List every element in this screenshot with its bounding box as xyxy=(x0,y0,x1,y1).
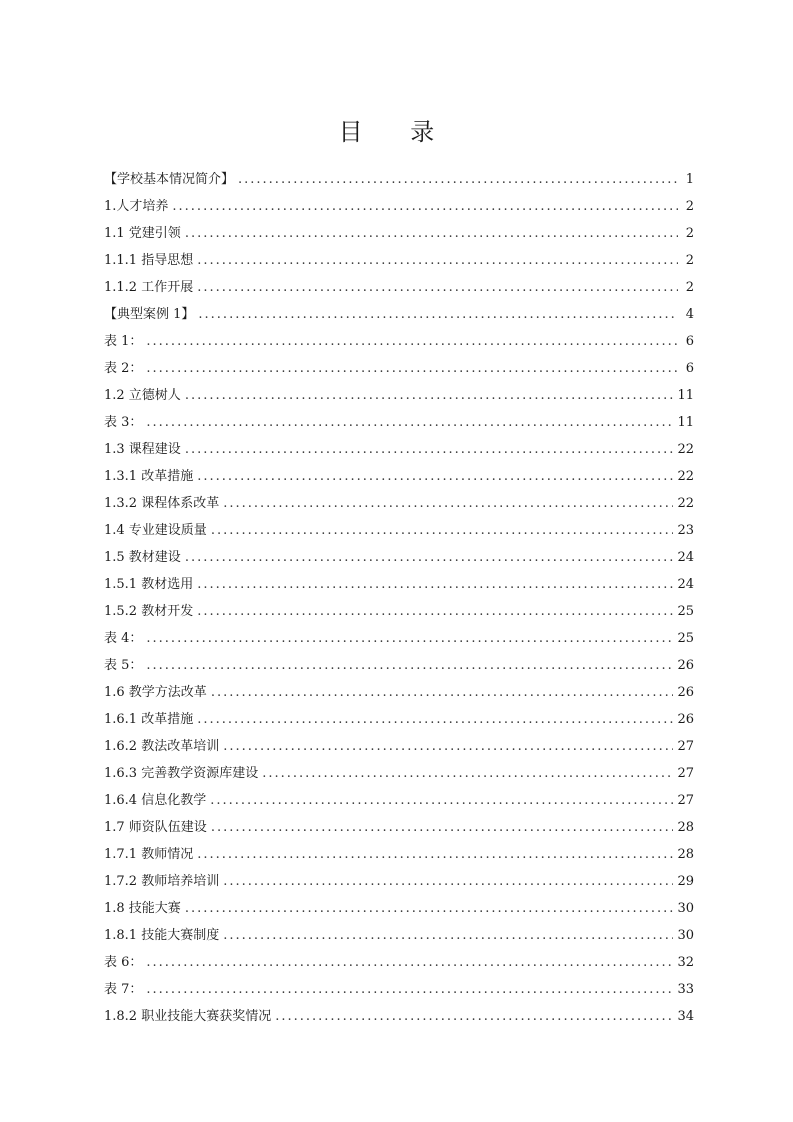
toc-leader-dots xyxy=(197,247,678,274)
toc-entry-label: 表 5： xyxy=(104,658,143,673)
toc-entry[interactable] xyxy=(104,220,694,247)
toc-entry[interactable] xyxy=(104,463,694,490)
toc-entry-label: 【学校基本情况简介】 xyxy=(104,172,235,187)
toc-entry[interactable] xyxy=(104,355,694,382)
toc-entry-page-number: 33 xyxy=(677,982,694,997)
toc-entry-label: 1.1.2 工作开展 xyxy=(104,280,194,295)
toc-entry-page-number: 27 xyxy=(677,793,694,808)
toc-leader-dots xyxy=(197,841,673,868)
toc-leader-dots xyxy=(197,463,673,490)
toc-leader-dots xyxy=(211,814,674,841)
table-of-contents xyxy=(104,166,694,1030)
toc-entry-page-number: 6 xyxy=(685,334,694,349)
toc-entry-label: 1.2 立德树人 xyxy=(104,388,181,403)
toc-entry[interactable] xyxy=(104,166,694,193)
toc-entry[interactable] xyxy=(104,787,694,814)
toc-entry-page-number: 1 xyxy=(685,172,694,187)
toc-leader-dots xyxy=(146,949,673,976)
toc-leader-dots xyxy=(197,274,678,301)
toc-leader-dots xyxy=(172,193,678,220)
toc-leader-dots xyxy=(211,679,674,706)
toc-entry-page-number: 2 xyxy=(685,226,694,241)
toc-entry-page-number: 27 xyxy=(677,739,694,754)
toc-entry[interactable] xyxy=(104,922,694,949)
toc-entry[interactable] xyxy=(104,679,694,706)
toc-entry[interactable] xyxy=(104,949,694,976)
toc-leader-dots xyxy=(185,220,678,247)
toc-leader-dots xyxy=(238,166,678,193)
toc-entry-label: 表 2： xyxy=(104,361,143,376)
toc-entry-label: 1.5.1 教材选用 xyxy=(104,577,194,592)
toc-entry-label: 1.人才培养 xyxy=(104,199,169,214)
toc-entry[interactable] xyxy=(104,571,694,598)
toc-entry-label: 表 1： xyxy=(104,334,143,349)
toc-entry-label: 1.6.1 改革措施 xyxy=(104,712,194,727)
toc-entry-label: 1.8.2 职业技能大赛获奖情况 xyxy=(104,1009,272,1024)
toc-entry-page-number: 6 xyxy=(685,361,694,376)
toc-leader-dots xyxy=(223,868,673,895)
toc-entry-page-number: 22 xyxy=(677,442,694,457)
toc-entry-label: 表 6： xyxy=(104,955,143,970)
toc-entry-page-number: 25 xyxy=(677,631,694,646)
toc-entry-page-number: 29 xyxy=(677,874,694,889)
toc-entry-page-number: 4 xyxy=(685,307,694,322)
toc-entry-page-number: 23 xyxy=(677,523,694,538)
toc-entry[interactable] xyxy=(104,301,694,328)
toc-entry[interactable] xyxy=(104,733,694,760)
toc-entry-label: 1.6.3 完善教学资源库建设 xyxy=(104,766,259,781)
toc-entry-label: 1.6.2 教法改革培训 xyxy=(104,739,220,754)
toc-entry[interactable] xyxy=(104,868,694,895)
toc-leader-dots xyxy=(262,760,673,787)
toc-entry-page-number: 25 xyxy=(677,604,694,619)
toc-entry-page-number: 2 xyxy=(685,199,694,214)
toc-entry-label: 1.5 教材建设 xyxy=(104,550,181,565)
toc-entry[interactable] xyxy=(104,382,694,409)
toc-entry-label: 【典型案例 1】 xyxy=(104,307,195,322)
toc-entry-page-number: 30 xyxy=(677,901,694,916)
toc-entry-page-number: 26 xyxy=(677,658,694,673)
toc-leader-dots xyxy=(146,976,673,1003)
toc-entry[interactable] xyxy=(104,652,694,679)
toc-leader-dots xyxy=(223,733,673,760)
toc-entry[interactable] xyxy=(104,490,694,517)
toc-leader-dots xyxy=(223,490,673,517)
toc-entry-label: 1.3 课程建设 xyxy=(104,442,181,457)
toc-entry-page-number: 2 xyxy=(685,253,694,268)
toc-entry-page-number: 30 xyxy=(677,928,694,943)
toc-entry-label: 1.8 技能大赛 xyxy=(104,901,181,916)
toc-entry-page-number: 24 xyxy=(677,550,694,565)
toc-entry-label: 表 3： xyxy=(104,415,143,430)
toc-leader-dots xyxy=(146,625,673,652)
toc-entry-page-number: 22 xyxy=(677,496,694,511)
toc-entry-label: 1.7 师资队伍建设 xyxy=(104,820,207,835)
toc-leader-dots xyxy=(210,787,673,814)
toc-entry[interactable] xyxy=(104,895,694,922)
toc-entry[interactable] xyxy=(104,598,694,625)
page-title: 目 录 xyxy=(338,118,455,146)
toc-entry-label: 1.1.1 指导思想 xyxy=(104,253,194,268)
toc-leader-dots xyxy=(275,1003,673,1030)
toc-leader-dots xyxy=(211,517,674,544)
toc-entry-label: 1.8.1 技能大赛制度 xyxy=(104,928,220,943)
toc-entry-page-number: 27 xyxy=(677,766,694,781)
toc-entry-page-number: 34 xyxy=(677,1009,694,1024)
toc-leader-dots xyxy=(185,544,674,571)
toc-entry[interactable] xyxy=(104,193,694,220)
toc-entry[interactable] xyxy=(104,625,694,652)
toc-leader-dots xyxy=(146,355,678,382)
toc-entry-page-number: 24 xyxy=(677,577,694,592)
toc-entry[interactable] xyxy=(104,409,694,436)
toc-entry-label: 1.6 教学方法改革 xyxy=(104,685,207,700)
toc-entry[interactable] xyxy=(104,247,694,274)
toc-leader-dots xyxy=(146,652,673,679)
toc-entry[interactable] xyxy=(104,1003,694,1030)
toc-entry-label: 1.7.2 教师培养培训 xyxy=(104,874,220,889)
toc-entry-page-number: 22 xyxy=(677,469,694,484)
toc-entry-label: 表 7： xyxy=(104,982,143,997)
toc-entry-page-number: 26 xyxy=(677,685,694,700)
toc-entry-label: 1.5.2 教材开发 xyxy=(104,604,194,619)
toc-entry-label: 1.7.1 教师情况 xyxy=(104,847,194,862)
toc-entry[interactable] xyxy=(104,436,694,463)
toc-entry[interactable] xyxy=(104,517,694,544)
toc-entry-page-number: 11 xyxy=(677,388,694,403)
toc-entry-label: 1.6.4 信息化教学 xyxy=(104,793,207,808)
toc-entry[interactable] xyxy=(104,814,694,841)
toc-entry[interactable] xyxy=(104,544,694,571)
toc-leader-dots xyxy=(223,922,673,949)
toc-entry-page-number: 28 xyxy=(677,820,694,835)
toc-entry[interactable] xyxy=(104,328,694,355)
toc-leader-dots xyxy=(185,436,674,463)
toc-entry-label: 1.4 专业建设质量 xyxy=(104,523,207,538)
toc-entry-page-number: 26 xyxy=(677,712,694,727)
toc-entry[interactable] xyxy=(104,760,694,787)
toc-entry[interactable] xyxy=(104,706,694,733)
toc-entry[interactable] xyxy=(104,976,694,1003)
toc-leader-dots xyxy=(185,382,674,409)
toc-entry-page-number: 32 xyxy=(677,955,694,970)
toc-entry-label: 表 4： xyxy=(104,631,143,646)
toc-leader-dots xyxy=(146,328,678,355)
toc-leader-dots xyxy=(197,571,673,598)
toc-entry[interactable] xyxy=(104,274,694,301)
toc-entry-page-number: 28 xyxy=(677,847,694,862)
toc-entry-page-number: 2 xyxy=(685,280,694,295)
toc-entry-label: 1.3.2 课程体系改革 xyxy=(104,496,220,511)
toc-entry-page-number: 11 xyxy=(677,415,694,430)
toc-entry[interactable] xyxy=(104,841,694,868)
toc-entry-label: 1.3.1 改革措施 xyxy=(104,469,194,484)
toc-leader-dots xyxy=(198,301,678,328)
toc-leader-dots xyxy=(185,895,674,922)
toc-leader-dots xyxy=(197,706,673,733)
toc-leader-dots xyxy=(146,409,673,436)
toc-entry-label: 1.1 党建引领 xyxy=(104,226,181,241)
toc-leader-dots xyxy=(197,598,673,625)
